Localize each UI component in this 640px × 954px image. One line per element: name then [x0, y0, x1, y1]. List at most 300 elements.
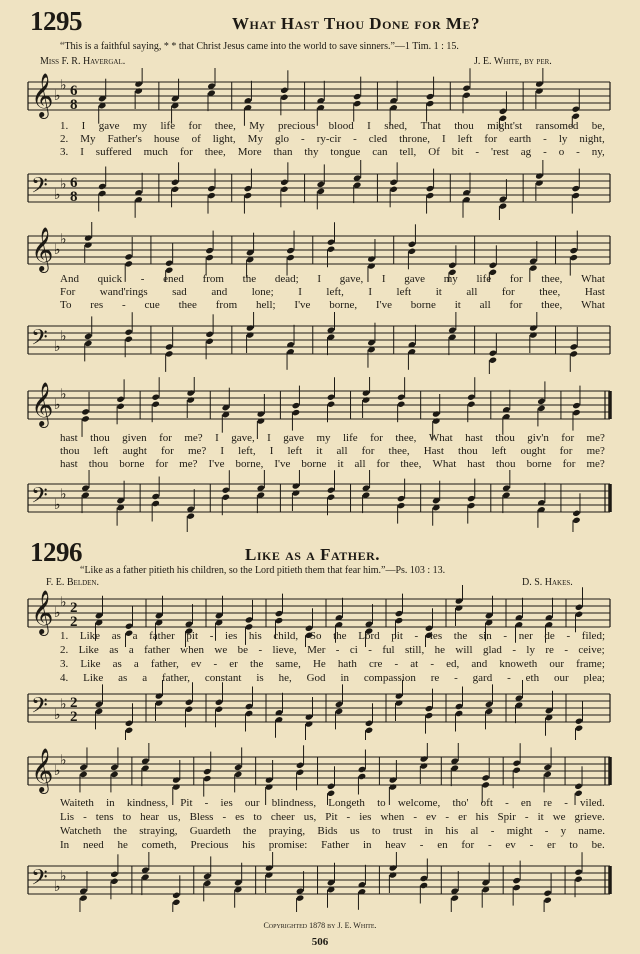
- lyric-word: me?: [586, 458, 605, 470]
- lyric-word: ly: [526, 644, 535, 656]
- lyric-word: ies: [429, 630, 443, 642]
- lyric-word: the: [249, 658, 264, 670]
- lyric-word: as: [109, 644, 119, 656]
- lyric-word: for: [501, 286, 515, 298]
- lyric-word: gave,: [339, 273, 364, 285]
- time-signature-digit: 2: [70, 709, 78, 725]
- lyric-word: it: [316, 445, 323, 457]
- noteheads: [81, 377, 580, 439]
- lyric-word: 4.: [60, 672, 69, 684]
- lyric-word: ev: [191, 658, 202, 670]
- lyric-word: I: [215, 432, 219, 444]
- lyric-word: For: [60, 286, 76, 298]
- lyric-word: Longeth: [328, 797, 365, 809]
- author-1296: F. E. Belden.: [46, 577, 99, 588]
- author-1295: Miss F. R. Havergal.: [40, 56, 126, 67]
- lyric-word: left: [457, 133, 473, 145]
- lyric-word: for: [561, 432, 575, 444]
- composer-1295: J. E. White, by per.: [474, 56, 552, 67]
- lyric-word: -: [419, 839, 424, 851]
- lyric-word: for: [461, 839, 475, 851]
- lyric-word: in: [106, 797, 115, 809]
- lyric-word: thee,: [388, 445, 410, 457]
- lyric-word: ies: [359, 811, 372, 823]
- lyric-word: o: [558, 146, 565, 158]
- staff-1296-system2-treble: [0, 743, 640, 805]
- lyric-word: -: [209, 630, 214, 642]
- hymn-title-1295: What Hast Thou Done for Me?: [232, 14, 480, 33]
- lyric-word: his: [475, 811, 489, 823]
- lyric-line: [60, 273, 605, 285]
- lyric-word: I: [220, 445, 225, 457]
- flat-icon: ♭: [54, 605, 61, 621]
- lyric-word: praying,: [268, 825, 306, 837]
- lyric-word: plea;: [583, 672, 605, 684]
- lyric-line: [60, 644, 605, 656]
- lyric-word: thee,: [204, 146, 226, 158]
- lyric-word: Spir: [497, 811, 516, 823]
- lyric-word: er: [458, 811, 467, 823]
- lyric-word: borne: [119, 458, 145, 470]
- lyric-word: borne,: [235, 458, 264, 470]
- lyric-word: -: [475, 146, 480, 158]
- lyric-word: al: [470, 825, 479, 837]
- lyric-word: viled.: [580, 797, 605, 809]
- lyric-word: thee,: [400, 458, 422, 470]
- lyric-word: Waiteth: [60, 797, 94, 809]
- flat-icon: ♭: [54, 397, 61, 413]
- bass-clef-icon: 𝄢: [31, 483, 48, 514]
- lyric-word: we: [552, 811, 566, 823]
- lyric-word: compassion: [363, 672, 416, 684]
- lyric-word: hear: [140, 811, 160, 823]
- lyric-word: re: [430, 672, 440, 684]
- page-number: 506: [311, 936, 329, 948]
- lyric-word: What: [581, 299, 605, 311]
- flat-icon: ♭: [54, 707, 61, 723]
- lyric-word: a: [133, 658, 139, 670]
- lyric-word: -: [566, 630, 571, 642]
- lyric-word: frame;: [576, 658, 605, 670]
- lyric-word: quick: [97, 273, 123, 285]
- lyric-word: To: [60, 299, 72, 311]
- lyric-line: [60, 120, 605, 132]
- lyric-line: [60, 146, 605, 158]
- lyric-line: [60, 811, 605, 823]
- lyric-word: Like: [78, 644, 99, 656]
- lyric-word: cue: [144, 299, 160, 311]
- lyric-word: we: [214, 644, 228, 656]
- flat-icon: ♭: [60, 594, 67, 611]
- lyric-word: Watcheth: [60, 825, 102, 837]
- lyric-word: welcome,: [397, 797, 441, 809]
- lyric-word: -: [505, 797, 509, 809]
- lyric-word: hast: [60, 458, 78, 470]
- lyric-word: thee,: [395, 432, 417, 444]
- lyric-word: left: [491, 445, 507, 457]
- lyric-word: his: [242, 839, 256, 851]
- lyric-word: My: [247, 133, 263, 145]
- lyric-word: borne: [526, 458, 552, 470]
- lyric-word: to: [122, 811, 132, 823]
- scripture-1295: “This is a faithful saying, * * that Christ Jesus came into the world to save sinners.”—1 Tim. 1 : 15.: [60, 41, 459, 52]
- lyric-word: -: [258, 644, 263, 656]
- noteheads: [79, 852, 583, 912]
- lyric-word: light,: [212, 133, 236, 145]
- lyric-word: a: [142, 672, 148, 684]
- lyric-word: Lis: [60, 811, 75, 823]
- lyric-word: ceive;: [578, 644, 605, 656]
- lyric-word: de: [544, 630, 555, 642]
- time-signature-digit: 2: [70, 600, 78, 616]
- bass-clef-icon: 𝄢: [31, 173, 48, 204]
- lyric-line: [60, 825, 605, 837]
- lyric-word: -: [576, 146, 580, 158]
- lyric-word: -: [121, 299, 126, 311]
- lyric-word: I've: [294, 299, 311, 311]
- lyric-word: as: [111, 630, 121, 642]
- lyric-word: -: [445, 811, 450, 823]
- lyric-word: -: [487, 839, 492, 851]
- lyric-word: -: [301, 133, 305, 145]
- lyric-word: Lord: [358, 630, 380, 642]
- lyric-word: y: [560, 825, 567, 837]
- lyric-word: I: [441, 133, 446, 145]
- lyric-word: 2.: [60, 644, 69, 656]
- lyric-word: pit: [391, 630, 403, 642]
- lyric-word: 1.: [60, 120, 69, 132]
- lyric-word: And: [60, 273, 79, 285]
- lyric-word: me?: [586, 445, 605, 457]
- lyric-word: bit: [451, 146, 464, 158]
- lyric-word: life: [160, 120, 176, 132]
- lyric-word: when: [380, 811, 405, 823]
- lyric-word: -: [353, 133, 357, 145]
- lyric-word: What: [432, 458, 457, 470]
- lyric-word: 'rest: [490, 146, 509, 158]
- staff-lines: [28, 694, 610, 722]
- lyric-word: the: [242, 825, 257, 837]
- lyric-word: given: [122, 432, 147, 444]
- lyric-word: me?: [184, 432, 203, 444]
- lyric-word: He: [312, 658, 326, 670]
- lyric-word: precious: [277, 120, 316, 132]
- lyric-word: Hast: [423, 445, 444, 457]
- lyric-word: me?: [179, 458, 198, 470]
- time-signature-digit: 2: [70, 614, 78, 630]
- lyric-word: res: [90, 299, 104, 311]
- lyric-line: [60, 133, 605, 145]
- lyric-word: for: [159, 432, 172, 444]
- noteheads: [79, 743, 583, 805]
- lyric-word: as: [118, 672, 128, 684]
- lyric-word: Like: [79, 630, 101, 642]
- lyric-word: Guardeth: [189, 825, 231, 837]
- lyric-word: from: [215, 299, 238, 311]
- lyric-word: -: [503, 630, 508, 642]
- lyric-word: -: [213, 658, 218, 670]
- lyric-word: I've: [208, 458, 225, 470]
- lyric-word: for: [188, 120, 202, 132]
- lyric-word: in: [340, 672, 349, 684]
- lyric-word: -: [204, 797, 209, 809]
- lyric-word: en: [520, 797, 532, 809]
- bass-clef-icon: 𝄢: [31, 325, 48, 356]
- lyric-word: blindness,: [271, 797, 317, 809]
- lyric-word: filed;: [581, 630, 605, 642]
- lyric-word: tell,: [399, 146, 417, 158]
- lyric-word: thou: [496, 458, 516, 470]
- lyric-word: us,: [168, 811, 181, 823]
- noteheads: [95, 680, 584, 740]
- lyric-word: and: [471, 658, 488, 670]
- lyric-word: Pit: [325, 811, 338, 823]
- lyric-word: -: [430, 658, 435, 670]
- lyric-word: So: [309, 630, 322, 642]
- lyric-word: my: [443, 273, 458, 285]
- flat-icon: ♭: [54, 339, 61, 355]
- flat-icon: ♭: [54, 763, 61, 779]
- flat-icon: ♭: [54, 242, 61, 258]
- lyric-word: What: [428, 432, 453, 444]
- lyric-word: -: [512, 644, 516, 656]
- lyric-word: might'st: [487, 120, 523, 132]
- staff-1295-system1-treble: [0, 68, 640, 128]
- lyric-word: ly: [558, 133, 568, 145]
- lyric-word: me?: [586, 432, 605, 444]
- lyric-word: my: [132, 120, 148, 132]
- lyric-word: to: [253, 811, 262, 823]
- lyric-word: shed,: [384, 120, 408, 132]
- lyric-word: gave: [98, 120, 120, 132]
- lyric-word: -: [544, 825, 549, 837]
- lyric-word: for: [155, 458, 169, 470]
- lyric-word: eth: [525, 672, 540, 684]
- lyric-word: dead;: [274, 273, 299, 285]
- lyric-word: it: [454, 299, 461, 311]
- lyric-word: at: [410, 658, 419, 670]
- lyric-word: pit: [186, 630, 199, 642]
- lyric-word: That: [420, 120, 441, 132]
- lyric-word: for: [361, 445, 375, 457]
- lyric-word: the: [333, 630, 347, 642]
- lyric-word: all: [336, 445, 348, 457]
- bass-clef-icon: 𝄢: [31, 693, 48, 724]
- lyric-word: I: [381, 273, 386, 285]
- lyric-word: thou: [495, 432, 515, 444]
- lyric-word: thee,: [541, 273, 563, 285]
- lyric-word: lone;: [251, 286, 274, 298]
- hymn-number-1295: 1295: [30, 6, 82, 36]
- lyric-line: [60, 458, 605, 470]
- lyric-word: thou: [458, 445, 478, 457]
- lyric-word: hath: [337, 658, 357, 670]
- flat-icon: ♭: [60, 386, 67, 403]
- lyric-word: glo: [274, 133, 290, 145]
- flat-icon: ♭: [60, 77, 67, 94]
- lyric-word: 2.: [60, 133, 69, 145]
- staff-1295-system3-bass: [0, 470, 640, 532]
- lyric-word: I: [317, 273, 321, 285]
- lyric-word: to: [569, 839, 578, 851]
- noteheads: [98, 68, 580, 128]
- lyric-word: heav: [385, 839, 407, 851]
- lyric-word: en: [437, 839, 448, 851]
- lyric-word: -: [543, 146, 547, 158]
- lyric-word: -: [413, 811, 417, 823]
- lyric-word: ought: [520, 445, 546, 457]
- flat-icon: ♭: [60, 696, 67, 713]
- lyric-word: life: [342, 432, 358, 444]
- lyric-word: left: [93, 445, 109, 457]
- lyric-word: Like: [83, 672, 104, 684]
- lyric-word: I: [367, 120, 371, 132]
- lyric-word: for: [179, 146, 193, 158]
- lyric-word: 3.: [60, 146, 69, 158]
- lyric-word: us: [349, 825, 360, 837]
- lyric-word: for: [559, 445, 573, 457]
- lyric-word: thee,: [541, 299, 563, 311]
- lyric-word: -: [414, 630, 419, 642]
- lyric-word: Hast: [584, 286, 605, 298]
- lyric-word: from: [202, 273, 224, 285]
- time-signature-digit: 6: [70, 175, 78, 191]
- lyric-word: than: [273, 146, 293, 158]
- lyric-word: cometh,: [141, 839, 177, 851]
- lyric-word: thy: [304, 146, 319, 158]
- treble-clef-icon: 𝄞: [31, 226, 54, 271]
- lyric-word: er: [229, 658, 238, 670]
- lyric-word: glad: [482, 644, 502, 656]
- lyric-word: aught: [122, 445, 147, 457]
- lyric-word: tongue: [330, 146, 361, 158]
- lyric-word: thou: [88, 458, 109, 470]
- lyric-line: [60, 797, 605, 809]
- lyric-word: I: [81, 120, 86, 132]
- staff-1296-system2-bass: [0, 852, 640, 912]
- lyric-word: borne: [301, 458, 327, 470]
- lyric-word: giv'n: [527, 432, 549, 444]
- lyric-word: might: [506, 825, 533, 837]
- lyric-word: house: [153, 133, 180, 145]
- lyric-word: all: [354, 458, 366, 470]
- staff-lines: [28, 757, 610, 785]
- lyric-word: suffered: [95, 146, 132, 158]
- lyric-word: and: [211, 286, 228, 298]
- lyric-word: Bids: [317, 825, 338, 837]
- lyric-word: -: [564, 797, 568, 809]
- flat-icon: ♭: [60, 752, 67, 769]
- lyric-word: I: [368, 286, 373, 298]
- hymn-number-1296: 1296: [30, 537, 82, 567]
- staff-1296-system1-bass: [0, 680, 640, 740]
- lyric-word: the: [242, 273, 257, 285]
- staff-1295-system3-treble: [0, 377, 640, 439]
- lyric-word: 1.: [60, 630, 69, 642]
- lyric-word: to: [377, 797, 386, 809]
- lyric-word: gave: [283, 432, 305, 444]
- lyric-word: ful: [382, 644, 395, 656]
- lyric-word: thee: [178, 299, 197, 311]
- lyric-word: More: [237, 146, 262, 158]
- lyric-line: [60, 658, 605, 670]
- lyric-word: tho': [452, 797, 469, 809]
- lyric-word: borne,: [329, 299, 358, 311]
- lyric-line: [60, 299, 605, 311]
- lyric-word: life: [476, 273, 492, 285]
- lyric-word: Father: [321, 839, 350, 851]
- time-signature-digit: 2: [70, 695, 78, 711]
- lyric-word: cled: [368, 133, 388, 145]
- lyric-word: -: [394, 658, 399, 670]
- lyric-word: will: [455, 644, 473, 656]
- lyric-word: he: [117, 839, 128, 851]
- lyric-word: his: [248, 630, 262, 642]
- lyric-word: Like: [80, 658, 101, 670]
- lyric-word: I: [269, 445, 274, 457]
- flat-icon: ♭: [60, 486, 67, 503]
- lyric-word: promise:: [268, 839, 308, 851]
- time-signature-digit: 8: [70, 189, 78, 205]
- lyric-word: be.: [591, 839, 605, 851]
- lyric-word: ci: [349, 644, 358, 656]
- flat-icon: ♭: [60, 328, 67, 345]
- lyric-word: father,: [161, 672, 190, 684]
- lyric-word: hast: [467, 458, 485, 470]
- lyric-word: for: [562, 458, 576, 470]
- lyric-word: our: [244, 797, 260, 809]
- lyric-word: Bless: [189, 811, 214, 823]
- lyric-word: it: [337, 458, 344, 470]
- lyric-word: I've: [375, 299, 392, 311]
- lyric-word: gave,: [231, 432, 255, 444]
- lyric-word: child,: [273, 630, 299, 642]
- treble-clef-icon: 𝄞: [31, 72, 54, 117]
- lyric-word: be,: [591, 120, 605, 132]
- lyric-word: 3.: [60, 658, 69, 670]
- lyric-word: es: [235, 811, 245, 823]
- lyric-word: My: [80, 133, 96, 145]
- lyric-word: God: [306, 672, 326, 684]
- lyric-word: cheer: [270, 811, 295, 823]
- lyric-word: -: [564, 644, 568, 656]
- lyric-word: left: [287, 445, 303, 457]
- lyric-word: kindness,: [126, 797, 169, 809]
- time-signature-digit: 6: [70, 83, 78, 99]
- lyric-word: father,: [150, 658, 179, 670]
- treble-clef-icon: 𝄞: [31, 589, 54, 634]
- lyric-word: thou: [90, 432, 110, 444]
- lyric-word: left,: [326, 286, 344, 298]
- lyric-word: constant: [204, 672, 242, 684]
- lyric-word: when: [180, 644, 204, 656]
- lyric-word: blood: [328, 120, 354, 132]
- lyric-word: -: [529, 839, 534, 851]
- lyric-word: -: [454, 672, 458, 684]
- lyric-word: -: [368, 644, 372, 656]
- lyric-word: -: [335, 644, 340, 656]
- lyric-word: -: [346, 811, 351, 823]
- staff-lines: [28, 326, 610, 354]
- flat-icon: ♭: [54, 88, 61, 104]
- lyric-word: father: [144, 644, 170, 656]
- lyric-word: tens: [95, 811, 114, 823]
- staff-lines: [28, 484, 610, 512]
- lyric-word: -: [83, 811, 87, 823]
- lyric-word: What: [581, 273, 605, 285]
- lyric-word: much: [143, 146, 169, 158]
- lyric-word: a: [132, 630, 138, 642]
